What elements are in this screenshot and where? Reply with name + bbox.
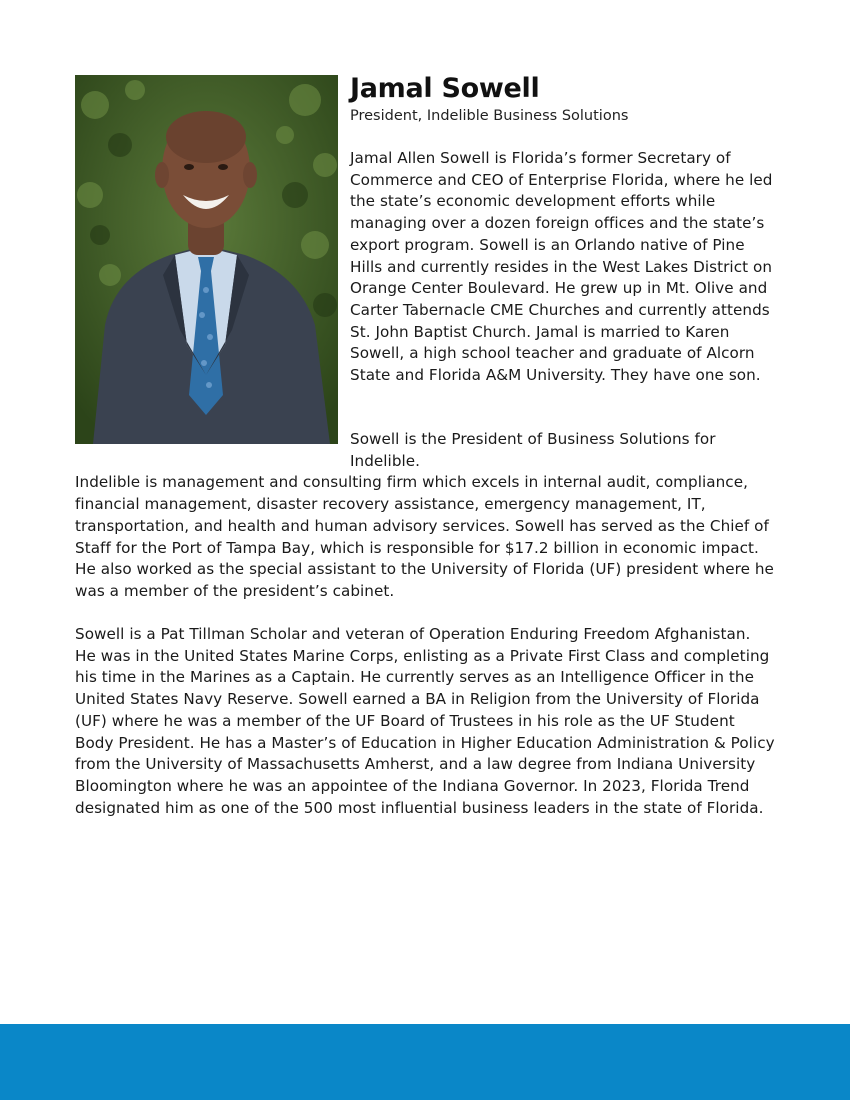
- bio-paragraph-2: [75, 429, 775, 603]
- bio-paragraph-1: Jamal Allen Sowell is Florida’s former Secretary of Commerce and CEO of Enterprise Florida, where he led the state’s economic development efforts while managing over a dozen foreign offices and the state’s export program. Sowell is an Orlando native of Pine Hills and currently resides in the West Lakes District on Orange Center Boulevard. He grew up in Mt. Olive and Carter Tabernacle CME Churches and currently attends St. John Baptist Church. Jamal is married to Karen Sowell, a high school teacher and graduate of Alcorn State and Florida A&M University. They have one son.: [350, 149, 773, 385]
- profile-header: [350, 72, 790, 126]
- bio-paragraph-2-lead: Sowell is the President of Business Solutions for Indelible.: [350, 430, 716, 470]
- footer-bar: [0, 1024, 850, 1100]
- bio-paragraph-2-rest: Indelible is management and consulting firm which excels in internal audit, compliance, financial management, disaster recovery assistance, emergency management, IT, transportation, and health and human advisory services. Sowell has served as the Chief of Staff for the Port of Tampa Bay, which is responsible for $17.2 billion in economic impact. He also worked as the special assistant to the University of Florida (UF) president where he was a member of the president’s cabinet.: [75, 473, 774, 600]
- headshot-photo: [75, 75, 338, 444]
- person-title: President, Indelible Business Solutions: [350, 108, 629, 124]
- person-name: Jamal Sowell: [350, 73, 540, 104]
- bio-paragraph-3: Sowell is a Pat Tillman Scholar and veteran of Operation Enduring Freedom Afghanistan. He was in the United States Marine Corps, enlisting as a Private First Class and completing his time in the Marines as a Captain. He currently serves as an Intelligence Officer in the United States Navy Reserve. Sowell earned a BA in Religion from the University of Florida (UF) where he was a member of the UF Board of Trustees in his role as the UF Student Body President. He has a Master’s of Education in Higher Education Administration & Policy from the University of Massachusetts Amherst, and a law degree from Indiana University Bloomington where he was an appointee of the Indiana Governor. In 2023, Florida Trend designated him as one of the 500 most influential business leaders in the state of Florida.: [75, 625, 775, 817]
